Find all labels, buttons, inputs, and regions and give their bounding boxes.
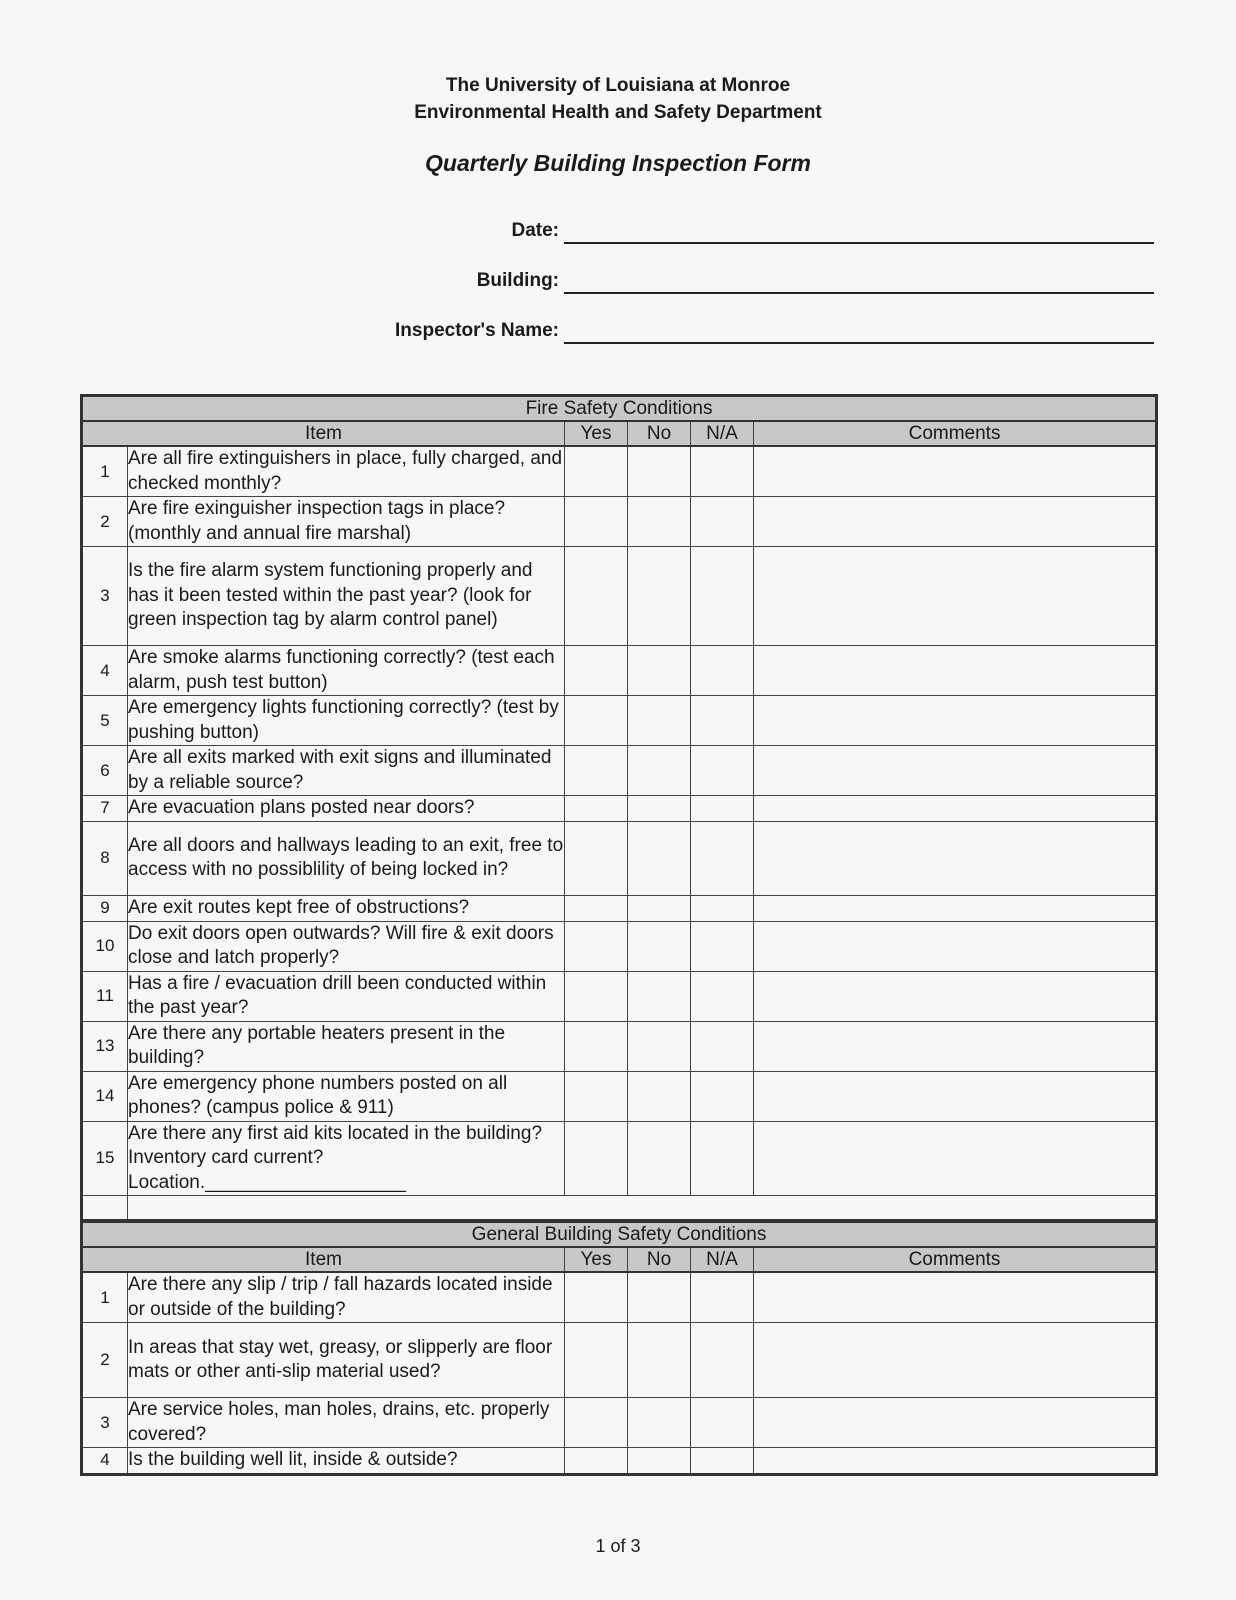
fire-comments-cell[interactable] — [754, 895, 1157, 921]
table-row — [82, 446, 1157, 497]
fire-yes-cell[interactable] — [565, 547, 628, 646]
fire-yes-cell[interactable] — [565, 646, 628, 696]
fire-comments-cell[interactable] — [754, 921, 1157, 971]
date-label: Date: — [511, 220, 559, 241]
fire-comments-cell[interactable] — [754, 497, 1157, 547]
general-yes-header: Yes — [565, 1247, 628, 1272]
table-row — [82, 696, 1157, 746]
table-row — [82, 646, 1157, 696]
fire-item-number: 13 — [82, 1021, 128, 1071]
table-row — [82, 1021, 1157, 1071]
fire-na-cell[interactable] — [691, 696, 754, 746]
page-indicator: 1 of 3 — [595, 1536, 641, 1556]
general-na-cell[interactable] — [691, 1448, 754, 1475]
fire-na-cell[interactable] — [691, 497, 754, 547]
fire-item-question: Has a fire / evacuation drill been conducted within the past year? — [128, 971, 565, 1021]
fire-item-number: 10 — [82, 921, 128, 971]
fire-yes-cell[interactable] — [565, 1121, 628, 1196]
fire-item-question: Are exit routes kept free of obstructions? — [128, 895, 565, 921]
fire-na-header: N/A — [691, 421, 754, 446]
fire-comments-cell[interactable] — [754, 446, 1157, 497]
fire-na-cell[interactable] — [691, 921, 754, 971]
fire-item-question: Is the fire alarm system functioning properly and has it been tested within the past year? (look for green inspection tag by alarm control panel) — [128, 547, 565, 646]
fire-comments-cell[interactable] — [754, 547, 1157, 646]
table-row — [82, 1071, 1157, 1121]
general-na-header: N/A — [691, 1247, 754, 1272]
fire-na-cell[interactable] — [691, 1121, 754, 1196]
fire-item-number: 7 — [82, 796, 128, 822]
date-field[interactable] — [0, 214, 1236, 244]
fire-no-cell[interactable] — [628, 895, 691, 921]
fire-item-question: Do exit doors open outwards? Will fire & exit doors close and latch properly? — [128, 921, 565, 971]
fire-comments-cell[interactable] — [754, 1021, 1157, 1071]
fire-item-number: 8 — [82, 821, 128, 895]
fire-na-cell[interactable] — [691, 1021, 754, 1071]
general-section-title: General Building Safety Conditions — [82, 1222, 1157, 1248]
fire-no-cell[interactable] — [628, 1021, 691, 1071]
general-comments-cell[interactable] — [754, 1398, 1157, 1448]
fire-item-question: Are fire exinguisher inspection tags in place? (monthly and annual fire marshal) — [128, 497, 565, 547]
general-comments-header: Comments — [754, 1247, 1157, 1272]
fire-no-header: No — [628, 421, 691, 446]
general-no-header: No — [628, 1247, 691, 1272]
fire-yes-cell[interactable] — [565, 696, 628, 746]
fire-no-cell[interactable] — [628, 497, 691, 547]
fire-na-cell[interactable] — [691, 646, 754, 696]
fire-column-header-row — [82, 421, 1157, 446]
general-no-cell[interactable] — [628, 1448, 691, 1475]
general-section-title-row — [82, 1222, 1157, 1248]
general-na-cell[interactable] — [691, 1272, 754, 1323]
table-row — [82, 497, 1157, 547]
fire-safety-table — [80, 394, 1158, 1222]
fire-yes-cell[interactable] — [565, 821, 628, 895]
table-row — [82, 1323, 1157, 1398]
general-yes-cell[interactable] — [565, 1448, 628, 1475]
general-safety-table — [80, 1220, 1158, 1476]
general-item-question: Are there any slip / trip / fall hazards located inside or outside of the building? — [128, 1272, 565, 1323]
fire-item-number: 4 — [82, 646, 128, 696]
general-na-cell[interactable] — [691, 1323, 754, 1398]
fire-comments-cell[interactable] — [754, 971, 1157, 1021]
department-name: Environmental Health and Safety Department — [414, 102, 822, 123]
fire-item-question: Are evacuation plans posted near doors? — [128, 796, 565, 822]
fire-yes-cell[interactable] — [565, 796, 628, 822]
fire-item-number: 9 — [82, 895, 128, 921]
fire-no-cell[interactable] — [628, 1121, 691, 1196]
fire-na-cell[interactable] — [691, 446, 754, 497]
fire-comments-header: Comments — [754, 421, 1157, 446]
fire-item-number: 1 — [82, 446, 128, 497]
fire-yes-cell[interactable] — [565, 1021, 628, 1071]
fire-yes-cell[interactable] — [565, 971, 628, 1021]
fire-na-cell[interactable] — [691, 796, 754, 822]
fire-comments-cell[interactable] — [754, 1071, 1157, 1121]
general-no-cell[interactable] — [628, 1272, 691, 1323]
general-na-cell[interactable] — [691, 1398, 754, 1448]
inspector-name-label: Inspector's Name: — [395, 320, 559, 341]
table-row — [82, 1121, 1157, 1196]
fire-no-cell[interactable] — [628, 547, 691, 646]
fire-comments-cell[interactable] — [754, 646, 1157, 696]
table-row — [82, 1448, 1157, 1475]
table-row — [82, 1272, 1157, 1323]
fire-na-cell[interactable] — [691, 746, 754, 796]
fire-no-cell[interactable] — [628, 921, 691, 971]
general-item-number: 2 — [82, 1323, 128, 1398]
table-row — [82, 821, 1157, 895]
fire-na-cell[interactable] — [691, 547, 754, 646]
fire-item-number: 15 — [82, 1121, 128, 1196]
fire-item-question: Are all doors and hallways leading to an exit, free to access with no possiblility of being locked in? — [128, 821, 565, 895]
fire-item-header: Item — [82, 421, 565, 446]
fire-item-number: 2 — [82, 497, 128, 547]
fire-comments-cell[interactable] — [754, 696, 1157, 746]
fire-na-cell[interactable] — [691, 821, 754, 895]
fire-item-question: Are there any first aid kits located in the building? Inventory card current? Location.___________________ — [128, 1121, 565, 1196]
table-row — [82, 1398, 1157, 1448]
table-row — [82, 895, 1157, 921]
general-item-number: 3 — [82, 1398, 128, 1448]
fire-no-cell[interactable] — [628, 646, 691, 696]
table-row — [82, 746, 1157, 796]
general-comments-cell[interactable] — [754, 1448, 1157, 1475]
fire-item-question: Are emergency lights functioning correctly? (test by pushing button) — [128, 696, 565, 746]
fire-no-cell[interactable] — [628, 796, 691, 822]
general-column-header-row — [82, 1247, 1157, 1272]
fire-item-question: Are all fire extinguishers in place, fully charged, and checked monthly? — [128, 446, 565, 497]
general-item-number: 4 — [82, 1448, 128, 1475]
fire-item-question: Are emergency phone numbers posted on all phones? (campus police & 911) — [128, 1071, 565, 1121]
fire-no-cell[interactable] — [628, 696, 691, 746]
fire-comments-cell[interactable] — [754, 1121, 1157, 1196]
building-input-line[interactable] — [564, 292, 1154, 294]
fire-section-title: Fire Safety Conditions — [82, 396, 1157, 422]
fire-comments-cell[interactable] — [754, 746, 1157, 796]
table-row — [82, 547, 1157, 646]
inspector-name-input-line[interactable] — [564, 342, 1154, 344]
general-yes-cell[interactable] — [565, 1323, 628, 1398]
fire-no-cell[interactable] — [628, 971, 691, 1021]
general-item-header: Item — [82, 1247, 565, 1272]
table-row — [82, 921, 1157, 971]
fire-item-question: Are there any portable heaters present in the building? — [128, 1021, 565, 1071]
building-field[interactable] — [0, 264, 1236, 294]
fire-item-question: Are smoke alarms functioning correctly? (test each alarm, push test button) — [128, 646, 565, 696]
fire-comments-cell[interactable] — [754, 796, 1157, 822]
fire-item-question: Are all exits marked with exit signs and illuminated by a reliable source? — [128, 746, 565, 796]
fire-section-title-row — [82, 396, 1157, 422]
fire-na-cell[interactable] — [691, 895, 754, 921]
fire-yes-cell[interactable] — [565, 446, 628, 497]
general-item-number: 1 — [82, 1272, 128, 1323]
fire-item-number: 3 — [82, 547, 128, 646]
fire-item-number: 5 — [82, 696, 128, 746]
form-title: Quarterly Building Inspection Form — [425, 150, 811, 176]
general-comments-cell[interactable] — [754, 1272, 1157, 1323]
building-label: Building: — [476, 270, 559, 291]
fire-comments-cell[interactable] — [754, 821, 1157, 895]
general-comments-cell[interactable] — [754, 1323, 1157, 1398]
fire-item-number: 11 — [82, 971, 128, 1021]
fire-yes-cell[interactable] — [565, 921, 628, 971]
fire-yes-cell[interactable] — [565, 746, 628, 796]
fire-no-cell[interactable] — [628, 746, 691, 796]
inspector-name-field[interactable] — [0, 314, 1236, 344]
fire-item-number: 6 — [82, 746, 128, 796]
date-input-line[interactable] — [564, 242, 1154, 244]
fire-no-cell[interactable] — [628, 1071, 691, 1121]
table-row — [82, 971, 1157, 1021]
general-yes-cell[interactable] — [565, 1272, 628, 1323]
fire-yes-cell[interactable] — [565, 1071, 628, 1121]
fire-no-cell[interactable] — [628, 446, 691, 497]
table-row — [82, 796, 1157, 822]
fire-spacer-row — [82, 1196, 1157, 1221]
fire-na-cell[interactable] — [691, 1071, 754, 1121]
general-item-question: In areas that stay wet, greasy, or slipperly are floor mats or other anti-slip material used? — [128, 1323, 565, 1398]
form-header — [0, 72, 1236, 177]
fire-no-cell[interactable] — [628, 821, 691, 895]
fire-yes-cell[interactable] — [565, 497, 628, 547]
fire-yes-cell[interactable] — [565, 895, 628, 921]
general-no-cell[interactable] — [628, 1323, 691, 1398]
general-item-question: Are service holes, man holes, drains, etc. properly covered? — [128, 1398, 565, 1448]
general-yes-cell[interactable] — [565, 1398, 628, 1448]
fire-yes-header: Yes — [565, 421, 628, 446]
general-item-question: Is the building well lit, inside & outside? — [128, 1448, 565, 1475]
fire-na-cell[interactable] — [691, 971, 754, 1021]
organization-name: The University of Louisiana at Monroe — [445, 75, 791, 96]
fire-item-number: 14 — [82, 1071, 128, 1121]
general-no-cell[interactable] — [628, 1398, 691, 1448]
